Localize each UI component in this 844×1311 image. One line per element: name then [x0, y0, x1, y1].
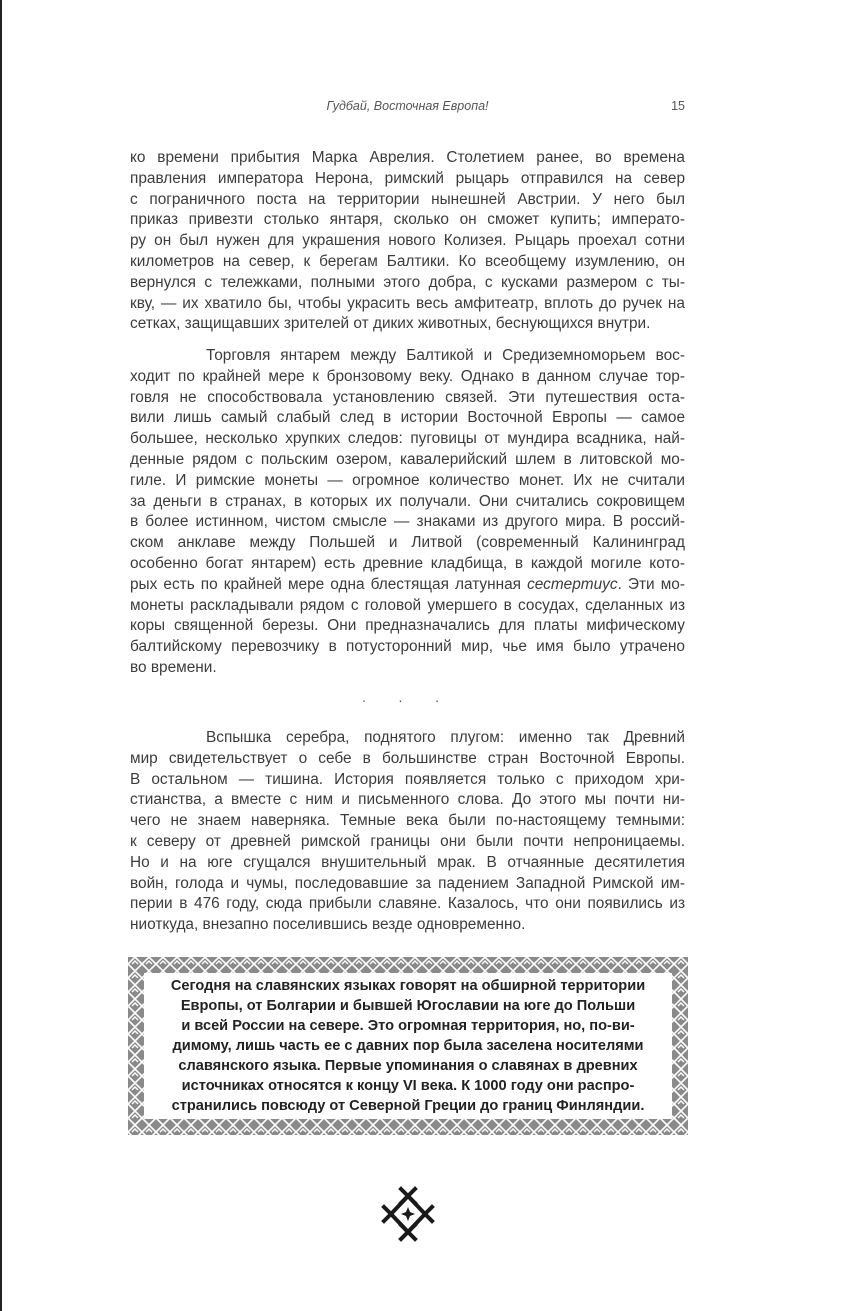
decorative-ornament-icon: [381, 1186, 435, 1242]
text-line: [130, 388, 685, 409]
text-line: [130, 616, 685, 637]
page-number: 15: [671, 99, 685, 113]
text-line-content: сетках, защищавших зрителей от диких животных, беснующихся внутри.: [130, 315, 651, 333]
text-line-content: ру он был нужен для украшения нового Колизея. Рыцарь проехал сотни: [130, 232, 685, 250]
text-line-content: ниоткуда, внезапно поселившись везде одновременно.: [130, 916, 526, 934]
text-line: [130, 346, 685, 367]
text-line-content: ко времени прибытия Марка Аврелия. Столетием ранее, во времена: [130, 149, 685, 166]
text-line: [130, 728, 685, 749]
text-line: [130, 575, 685, 596]
text-line: [130, 210, 685, 231]
text-line: [130, 770, 685, 791]
text-line: [130, 832, 685, 853]
text-line-content: балтийскому перевозчику в потусторонний мир, чье имя было утрачено: [130, 638, 685, 656]
text-line-content: В остальном — тишина. История появляется только с приходом хри-: [130, 770, 685, 788]
text-line-content: к северу от древней римской границы они были почти непроницаемы.: [130, 832, 685, 850]
text-line: [130, 658, 685, 679]
text-line: [130, 790, 685, 811]
text-line-content: чего не знаем наверняка. Темные века были по-настоящему темными:: [130, 812, 685, 830]
text-line-content: Торговля янтарем между Балтикой и Средиземноморьем вос-: [206, 347, 685, 364]
text-line-content: вернулся с тележками, полными этого добра, с кусками размером с ты-: [130, 273, 685, 291]
text-line: [130, 894, 685, 915]
text-line-content: говля не способствовала установлению связей. Эти путешествия оста-: [130, 388, 685, 406]
text-line: [130, 450, 685, 471]
text-line-content: Но и на юге сгущался внушительный мрак. В отчаянные десятилетия: [130, 853, 685, 871]
text-line-content: вили лишь самый слабый след в истории Восточной Европы — самое: [130, 409, 685, 427]
text-line: [130, 408, 685, 429]
text-line-content: денные рядом с польским озером, кавалерийский шлем в литовской мо-: [130, 450, 685, 468]
text-line: [130, 273, 685, 294]
text-line: [130, 915, 685, 936]
paragraph-3: [130, 728, 685, 936]
sidebar-line: димому, лишь часть ее с давних пор была заселена носителями: [172, 1038, 644, 1054]
text-line: [130, 749, 685, 770]
text-line: [130, 252, 685, 273]
running-title: Гудбай, Восточная Европа!: [326, 99, 489, 113]
sidebar-text: [152, 976, 664, 1116]
text-line-content: войн, голода и чумы, последовавшие за падением Западной Римской им-: [130, 874, 685, 892]
text-line-content: кву, — их хватило бы, чтобы украсить весь амфитеатр, вплоть до ручек на: [130, 294, 685, 312]
text-line-content: коры священной березы. Они предназначались для платы мифическому: [130, 617, 685, 635]
text-line: [130, 512, 685, 533]
text-line: [130, 190, 685, 211]
text-line: [130, 169, 685, 190]
text-line-content: большее, несколько хрупких следов: пуговицы от мундира всадника, най-: [130, 430, 685, 448]
text-line: [130, 853, 685, 874]
text-line-content: . Эти мо-: [617, 575, 685, 593]
sidebar-box: [128, 957, 688, 1135]
text-line-content: стианства, а вместе с ним и письменного слова. До этого мы почти ни-: [130, 791, 685, 809]
text-line-content: километров на север, к берегам Балтики. Ко всеобщему изумлению, он: [130, 252, 685, 270]
paragraph-1: [130, 148, 685, 335]
text-line-content: перии в 476 году, сюда прибыли славяне. Казалось, что они появились из: [130, 895, 685, 913]
text-line: [130, 554, 685, 575]
text-line: [130, 533, 685, 554]
text-line-content: ходит по крайней мере к бронзовому веку. Однако в данном случае тор-: [130, 367, 685, 385]
text-line: [130, 148, 685, 169]
text-line: [130, 429, 685, 450]
sidebar-line: источниках относятся к концу VI века. К 1000 году они распро-: [181, 1078, 635, 1094]
text-line: [130, 471, 685, 492]
sidebar-line: странились повсюду от Северной Греции до границ Финляндии.: [171, 1098, 645, 1114]
section-break: · · ·: [361, 692, 454, 708]
text-line: [130, 294, 685, 315]
paragraph-2: [130, 346, 685, 679]
text-line-content: за деньги в странах, в которых их получали. Они считались сокровищем: [130, 492, 685, 510]
italic-term: сестертиус: [527, 575, 618, 593]
text-line-content: мир свидетельствует о себе в большинстве стран Восточной Европы.: [130, 749, 685, 767]
running-header: [130, 99, 685, 119]
text-line-content: Вспышка серебра, поднятого плугом: именно так Древний: [206, 729, 685, 746]
text-line: [130, 314, 685, 335]
text-line-content: правления императора Нерона, римский рыцарь отправился на север: [130, 169, 685, 187]
text-line-content: особенно богат янтарем) есть древние кладбища, в каждой могиле кото-: [130, 554, 685, 572]
text-line: [130, 492, 685, 513]
text-line-content: гиле. И римские монеты — огромное количество монет. Их не считали: [130, 471, 685, 489]
text-line-content: с пограничного поста на территории нынешней Австрии. У него был: [130, 190, 685, 208]
text-line: [130, 637, 685, 658]
text-line-content: в более истинном, чистом смысле — знаками из другого мира. В россий-: [130, 513, 685, 531]
text-line: [130, 874, 685, 895]
sidebar-line: славянского языка. Первые упоминания о славянах в древних: [178, 1058, 638, 1074]
text-line-content: монеты раскладывали рядом с головой умершего в сосудах, сделанных из: [130, 596, 685, 614]
sidebar-line: Сегодня на славянских языках говорят на обширной территории: [170, 978, 646, 994]
text-line-content: ском анклаве между Польшей и Литвой (современный Калининград: [130, 534, 685, 552]
text-line: [130, 367, 685, 388]
text-line-content: рых есть по крайней мере одна блестящая латунная: [130, 575, 521, 593]
sidebar-line: и всей России на севере. Это огромная территория, но, по-ви-: [181, 1018, 635, 1034]
text-line: [130, 596, 685, 617]
text-line-content: приказ привезти столько янтаря, сколько он сможет купить; императо-: [130, 211, 685, 229]
text-line: [130, 811, 685, 832]
page-edge: [0, 0, 2, 1311]
text-line: [130, 231, 685, 252]
text-line-content: во времени.: [130, 658, 217, 676]
sidebar-line: Европы, от Болгарии и бывшей Югославии на юге до Польши: [180, 998, 636, 1014]
